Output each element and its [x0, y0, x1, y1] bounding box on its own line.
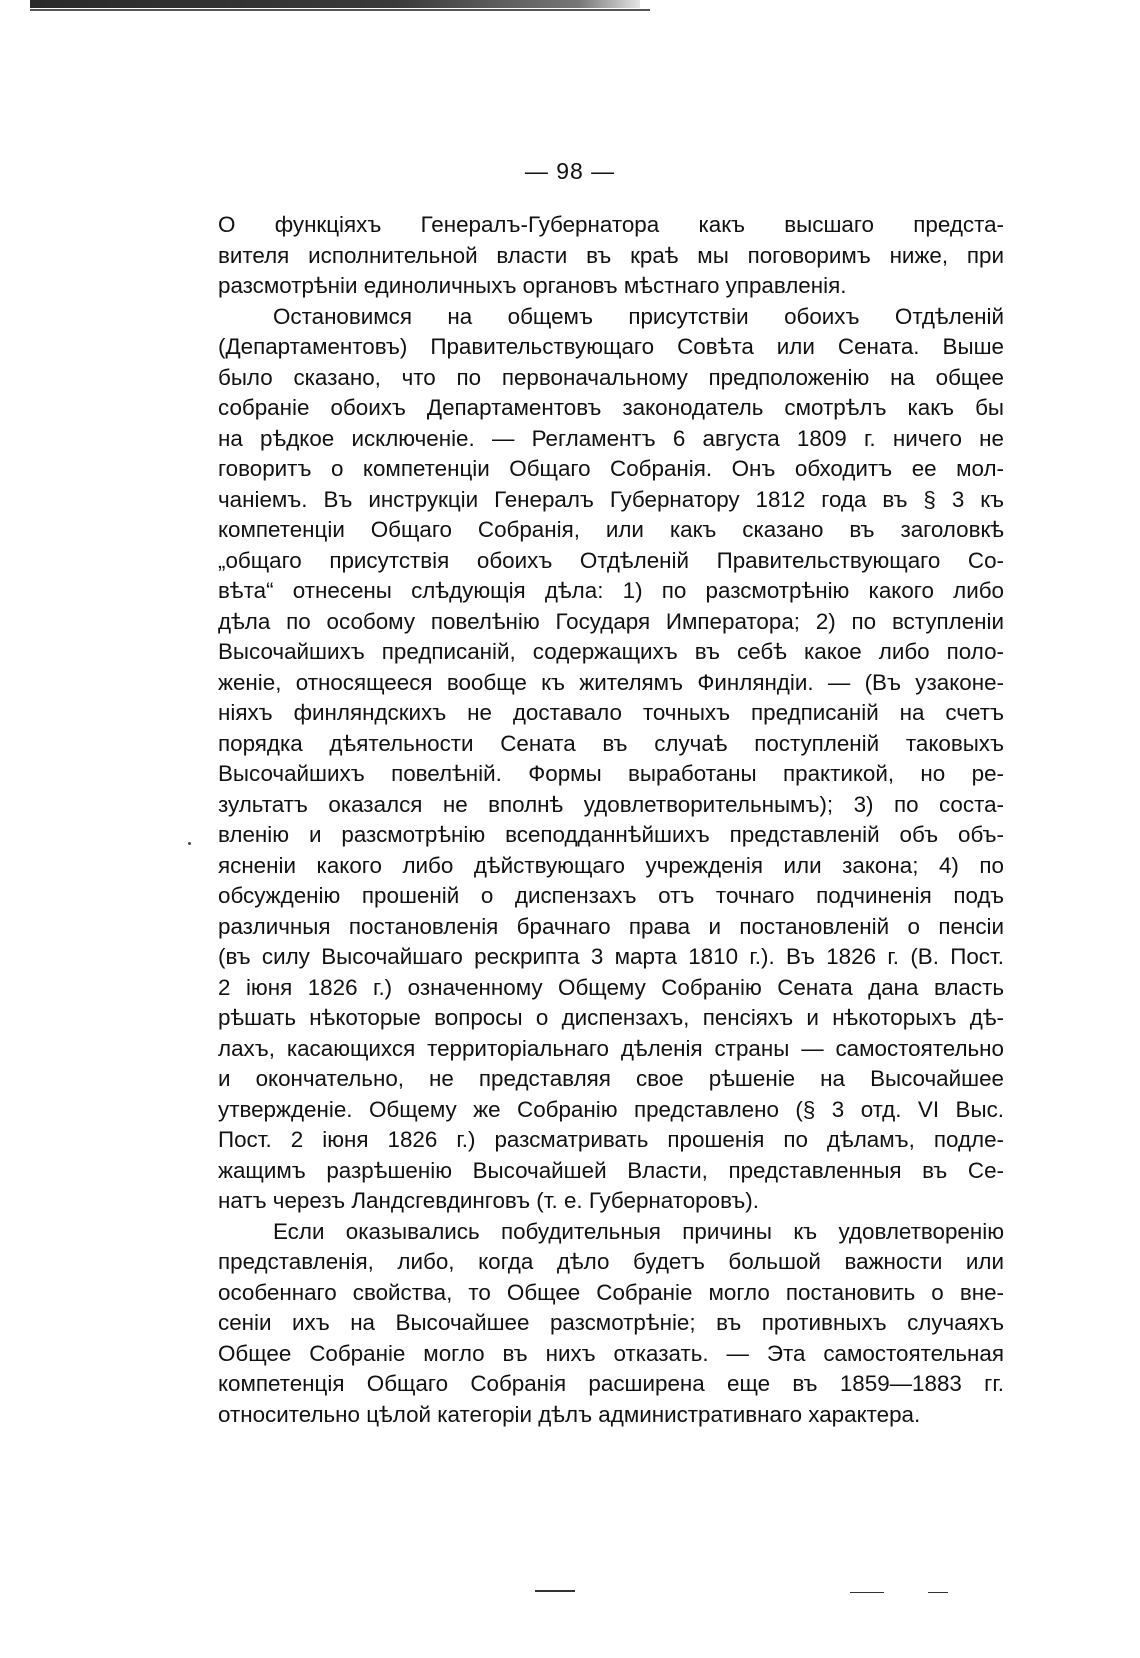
text-line: компетенція Общаго Собранія расширена еще въ 1859—1883 гг.	[218, 1371, 1004, 1396]
text-line: натъ черезъ Ландсгевдинговъ (т. е. Губернаторовъ).	[218, 1188, 759, 1213]
text-line: ніяхъ финляндскихъ не доставало точныхъ предписаній на счетъ	[218, 700, 1004, 725]
text-line: женіе, относящееся вообще къ жителямъ Финляндіи. — (Въ узаконе-	[218, 669, 1004, 695]
bottom-mark	[850, 1592, 884, 1593]
text-line: сеніи ихъ на Высочайшее разсмотрѣніе; въ противныхъ случаяхъ	[218, 1310, 1004, 1335]
text-line: собраніе обоихъ Департаментовъ законодатель смотрѣлъ какъ бы	[218, 395, 1004, 420]
body-text	[218, 210, 1004, 1430]
text-line: было сказано, что по первоначальному предположенію на общее	[218, 364, 1004, 390]
text-line: вленію и разсмотрѣнію всеподданнѣйшихъ представленій объ объ-	[218, 822, 1004, 847]
text-line: и окончательно, не представляя свое рѣшеніе на Высочайшее	[218, 1066, 1004, 1091]
paragraph	[218, 302, 1004, 1217]
text-line: „общаго присутствія обоихъ Отдѣленій Правительствующаго Со-	[218, 547, 1004, 573]
text-line: говоритъ о компетенціи Общаго Собранія. Онъ обходитъ ее мол-	[218, 456, 1004, 481]
text-line: на рѣдкое исключеніе. — Регламентъ 6 августа 1809 г. ничего не	[218, 425, 1004, 451]
text-line: обсужденію прошеній о диспензахъ отъ точнаго подчиненія подъ	[218, 883, 1004, 908]
text-line: лахъ, касающихся территоріальнаго дѣленія страны — самостоятельно	[218, 1035, 1004, 1061]
text-line: Высочайшихъ повелѣній. Формы выработаны практикой, но ре-	[218, 761, 1004, 786]
text-line: жащимъ разрѣшенію Высочайшей Власти, представленныя въ Се-	[218, 1157, 1004, 1183]
top-rule	[30, 0, 640, 8]
top-rule-thin	[30, 9, 650, 11]
text-line: (въ силу Высочайшаго рескрипта 3 марта 1810 г.). Въ 1826 г. (В. Пост.	[218, 944, 1004, 969]
text-line: дѣла по особому повелѣнію Государя Императора; 2) по вступленіи	[218, 608, 1004, 634]
text-line: Если оказывались побудительныя причины къ удовлетворенію	[273, 1218, 1004, 1244]
text-line: чаніемъ. Въ инструкціи Генералъ Губернатору 1812 года въ § 3 къ	[218, 486, 1004, 512]
text-line: порядка дѣятельности Сената въ случаѣ поступленій таковыхъ	[218, 730, 1004, 756]
text-line: относительно цѣлой категоріи дѣлъ административнаго характера.	[218, 1401, 921, 1427]
text-line: О функціяхъ Генералъ-Губернатора какъ высшаго предста-	[218, 212, 1004, 237]
speck	[188, 842, 191, 845]
page-number: — 98 —	[524, 158, 616, 184]
text-line: Общее Собраніе могло въ нихъ отказать. — Эта самостоятельная	[218, 1340, 1004, 1366]
text-line: Высочайшихъ предписаній, содержащихъ въ себѣ какое либо поло-	[218, 639, 1004, 664]
bottom-mark	[535, 1590, 575, 1592]
text-line: зультатъ оказался не вполнѣ удовлетворительнымъ); 3) по соста-	[218, 791, 1004, 817]
text-line: разсмотрѣніи единоличныхъ органовъ мѣстнаго управленія.	[218, 273, 847, 298]
paragraph	[218, 1217, 1004, 1431]
text-line: особеннаго свойства, то Общее Собраніе могло постановить о вне-	[218, 1279, 1004, 1305]
text-line: 2 іюня 1826 г.) означенному Общему Собранію Сената дана власть	[218, 974, 1004, 1000]
text-line: вѣта“ отнесены слѣдующія дѣла: 1) по разсмотрѣнію какого либо	[218, 578, 1004, 603]
text-line: утвержденіе. Общему же Собранію представлено (§ 3 отд. VI Выс.	[218, 1096, 1004, 1122]
text-line: представленія, либо, когда дѣло будетъ большой важности или	[218, 1249, 1004, 1274]
text-line: (Департаментовъ) Правительствующаго Совѣта или Сената. Выше	[218, 334, 1004, 359]
text-line: Остановимся на общемъ присутствіи обоихъ Отдѣленій	[273, 303, 1004, 329]
text-line: компетенціи Общаго Собранія, или какъ сказано въ заголовкѣ	[218, 517, 1004, 542]
text-line: ясненіи какого либо дѣйствующаго учрежденія или закона; 4) по	[218, 852, 1004, 878]
bottom-mark	[928, 1592, 948, 1593]
text-line: рѣшать нѣкоторые вопросы о диспензахъ, пенсіяхъ и нѣкоторыхъ дѣ-	[218, 1005, 1004, 1030]
text-line: Пост. 2 іюня 1826 г.) разсматривать прошенія по дѣламъ, подле-	[218, 1127, 1004, 1152]
text-line: различныя постановленія брачнаго права и постановленій о пенсіи	[218, 913, 1004, 939]
paragraph	[218, 210, 1004, 302]
text-line: вителя исполнительной власти въ краѣ мы поговоримъ ниже, при	[218, 242, 1004, 268]
